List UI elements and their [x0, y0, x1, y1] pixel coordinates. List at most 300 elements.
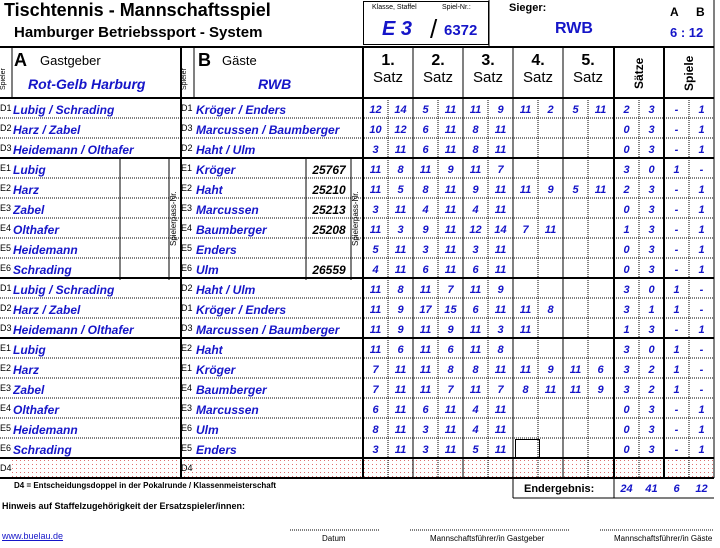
spiele-a[interactable]	[664, 460, 689, 480]
set-point[interactable]: 11	[469, 344, 482, 356]
set-point[interactable]	[538, 240, 563, 260]
pass-number-b[interactable]: 25213	[312, 203, 346, 217]
set-point[interactable]: 11	[369, 164, 382, 176]
set-point[interactable]: 14	[394, 104, 407, 116]
saetze-a[interactable]: 1	[623, 324, 630, 336]
player-b-name[interactable]: Marcussen / Baumberger	[196, 323, 340, 337]
spiele-b[interactable]: 1	[698, 404, 705, 416]
spiele-a[interactable]: 1	[673, 344, 680, 356]
saetze-a[interactable]: 3	[623, 344, 630, 356]
spiele-a[interactable]: -	[674, 224, 679, 236]
set-point[interactable]: 6	[472, 304, 479, 316]
team-a-name[interactable]: Rot-Gelb Harburg	[28, 76, 146, 92]
saetze-b[interactable]: 3	[648, 104, 655, 116]
set-point[interactable]: 11	[494, 364, 507, 376]
player-b-name[interactable]: Baumberger	[196, 383, 267, 397]
player-b-name[interactable]: Baumberger	[196, 223, 267, 237]
spiele-a[interactable]: -	[674, 264, 679, 276]
set-point[interactable]: 7	[522, 224, 529, 236]
spiele-b[interactable]: -	[699, 384, 704, 396]
set-point[interactable]	[513, 240, 538, 260]
spiele-a[interactable]: -	[674, 444, 679, 456]
set-point[interactable]: 8	[447, 364, 454, 376]
set-point[interactable]	[588, 120, 613, 140]
saetze-b[interactable]: 0	[648, 344, 655, 356]
set-point[interactable]: 11	[444, 144, 457, 156]
set-point[interactable]: 11	[369, 344, 382, 356]
saetze-a[interactable]	[614, 460, 639, 480]
set-point[interactable]: 3	[372, 204, 379, 216]
player-b-name[interactable]: Kröger / Enders	[196, 303, 287, 317]
spiele-b[interactable]: 1	[698, 444, 705, 456]
player-a-name[interactable]: Olthafer	[13, 223, 60, 237]
set-point[interactable]	[588, 320, 613, 340]
set-point[interactable]: 3	[422, 424, 429, 436]
set-point[interactable]: 9	[497, 104, 504, 116]
saetze-b[interactable]: 3	[648, 324, 655, 336]
set-point[interactable]: 4	[422, 204, 429, 216]
spiele-b[interactable]: -	[699, 344, 704, 356]
set-point[interactable]: 6	[597, 364, 604, 376]
set-point[interactable]	[413, 460, 438, 480]
spiele-b[interactable]: 1	[698, 324, 705, 336]
set-point[interactable]: 5	[422, 104, 429, 116]
pass-number-a[interactable]	[120, 200, 169, 220]
set-point[interactable]	[588, 160, 613, 180]
set-point[interactable]: 9	[397, 304, 404, 316]
set-point[interactable]: 11	[469, 384, 482, 396]
overall-score[interactable]: 6 : 12	[670, 25, 704, 40]
set-point[interactable]	[513, 460, 538, 480]
saetze-a[interactable]: 3	[623, 304, 630, 316]
set-point[interactable]	[513, 340, 538, 360]
set-point[interactable]: 11	[444, 104, 457, 116]
set-point[interactable]	[538, 140, 563, 160]
player-a-name[interactable]: Schrading	[13, 263, 72, 277]
set-point[interactable]: 7	[497, 164, 504, 176]
set-point[interactable]	[513, 280, 538, 300]
player-b-name[interactable]: Kröger	[196, 163, 236, 177]
set-point[interactable]	[563, 340, 588, 360]
set-point[interactable]: 8	[497, 344, 504, 356]
set-point[interactable]: 6	[422, 144, 429, 156]
set-point[interactable]	[563, 460, 588, 480]
set-point[interactable]: 6	[422, 404, 429, 416]
set-point[interactable]	[588, 140, 613, 160]
spiele-b[interactable]: 1	[698, 264, 705, 276]
player-a-name[interactable]: Olthafer	[13, 403, 60, 417]
saetze-b[interactable]: 3	[648, 404, 655, 416]
set-point[interactable]: 11	[469, 104, 482, 116]
set-point[interactable]: 11	[469, 164, 482, 176]
saetze-a[interactable]: 1	[623, 224, 630, 236]
set-point[interactable]	[563, 320, 588, 340]
set-point[interactable]: 8	[372, 424, 379, 436]
set-point[interactable]: 11	[494, 124, 507, 136]
player-b-name[interactable]: Marcussen	[196, 403, 259, 417]
player-a-name[interactable]	[13, 460, 179, 480]
set-point[interactable]: 9	[447, 324, 454, 336]
set-point[interactable]	[588, 220, 613, 240]
set-point[interactable]: 3	[372, 444, 379, 456]
set-point[interactable]	[588, 460, 613, 480]
set-point[interactable]: 9	[422, 224, 429, 236]
saetze-b[interactable]: 0	[648, 284, 655, 296]
set-point[interactable]	[563, 240, 588, 260]
spielnr-value[interactable]: 6372	[444, 22, 478, 39]
set-point[interactable]: 11	[494, 424, 507, 436]
player-b-name[interactable]: Enders	[196, 443, 237, 457]
set-point[interactable]: 11	[369, 284, 382, 296]
player-b-name[interactable]: Kröger	[196, 363, 236, 377]
set-point[interactable]: 3	[397, 224, 404, 236]
set-point[interactable]: 11	[494, 404, 507, 416]
spiele-a[interactable]: 1	[673, 304, 680, 316]
player-a-name[interactable]: Lubig	[13, 343, 46, 357]
set-point[interactable]	[438, 460, 463, 480]
set-point[interactable]	[538, 400, 563, 420]
set-point[interactable]: 3	[472, 244, 479, 256]
set-point[interactable]: 11	[394, 204, 407, 216]
saetze-a[interactable]: 3	[623, 164, 630, 176]
set-point[interactable]	[488, 460, 513, 480]
set-point[interactable]: 8	[472, 364, 479, 376]
set-point[interactable]	[563, 440, 588, 460]
spiele-b[interactable]: 1	[698, 424, 705, 436]
set-point[interactable]	[538, 440, 563, 460]
set-point[interactable]: 4	[372, 264, 379, 276]
set-point[interactable]: 15	[444, 304, 457, 316]
end-value[interactable]: 24	[620, 483, 633, 495]
saetze-a[interactable]: 0	[623, 424, 630, 436]
saetze-a[interactable]: 0	[623, 404, 630, 416]
spiele-b[interactable]: 1	[698, 104, 705, 116]
player-a-name[interactable]: Lubig	[13, 163, 46, 177]
set-point[interactable]: 11	[444, 184, 457, 196]
player-a-name[interactable]: Zabel	[13, 203, 45, 217]
set-point[interactable]: 2	[547, 104, 554, 116]
set-point[interactable]	[588, 280, 613, 300]
spiele-b[interactable]: 1	[698, 144, 705, 156]
spiele-b[interactable]: 1	[698, 184, 705, 196]
set-point[interactable]: 6	[372, 404, 379, 416]
spiele-a[interactable]: -	[674, 404, 679, 416]
set-point[interactable]: 3	[497, 324, 504, 336]
player-b-name[interactable]: Haht	[196, 343, 223, 357]
set-point[interactable]	[388, 460, 413, 480]
spiele-b[interactable]: 1	[698, 244, 705, 256]
set-point[interactable]: 11	[444, 264, 457, 276]
saetze-b[interactable]: 2	[648, 384, 655, 396]
player-b-name[interactable]: Marcussen / Baumberger	[196, 123, 340, 137]
player-a-name[interactable]: Heidemann / Olthafer	[13, 323, 134, 337]
saetze-a[interactable]: 0	[623, 444, 630, 456]
set-point[interactable]	[563, 220, 588, 240]
set-point[interactable]: 11	[419, 344, 432, 356]
set-point[interactable]	[538, 420, 563, 440]
set-point[interactable]	[538, 340, 563, 360]
set-point[interactable]: 11	[519, 304, 532, 316]
pass-number-b[interactable]: 25210	[312, 183, 346, 197]
pass-number-a[interactable]	[120, 180, 169, 200]
set-point[interactable]: 12	[469, 224, 482, 236]
player-b-name[interactable]: Haht / Ulm	[196, 143, 256, 157]
spiele-a[interactable]: 1	[673, 384, 680, 396]
set-point[interactable]	[513, 420, 538, 440]
set-point[interactable]: 11	[594, 184, 607, 196]
set-point[interactable]: 9	[497, 284, 504, 296]
player-a-name[interactable]: Lubig / Schrading	[13, 283, 115, 297]
spiele-a[interactable]: 1	[673, 364, 680, 376]
set-point[interactable]: 6	[422, 264, 429, 276]
player-b-name[interactable]: Kröger / Enders	[196, 103, 287, 117]
set-point[interactable]: 11	[494, 444, 507, 456]
player-b-name[interactable]: Ulm	[196, 423, 219, 437]
set-point[interactable]	[513, 200, 538, 220]
set-point[interactable]: 8	[397, 164, 404, 176]
set-point[interactable]: 4	[472, 424, 479, 436]
set-point[interactable]: 8	[422, 184, 429, 196]
set-point[interactable]: 11	[394, 444, 407, 456]
set-point[interactable]	[538, 460, 563, 480]
set-point[interactable]: 14	[494, 224, 507, 236]
set-point[interactable]	[588, 400, 613, 420]
set-point[interactable]	[563, 300, 588, 320]
set-point[interactable]: 10	[369, 124, 382, 136]
set-point[interactable]: 8	[397, 284, 404, 296]
set-point[interactable]: 8	[472, 124, 479, 136]
set-point[interactable]: 7	[372, 384, 379, 396]
saetze-a[interactable]: 0	[623, 244, 630, 256]
set-point[interactable]: 11	[544, 384, 557, 396]
set-point[interactable]: 6	[472, 264, 479, 276]
set-point[interactable]	[563, 260, 588, 280]
saetze-b[interactable]: 3	[648, 204, 655, 216]
spiele-a[interactable]: -	[674, 324, 679, 336]
set-point[interactable]	[588, 340, 613, 360]
saetze-b[interactable]: 2	[648, 364, 655, 376]
pass-number-a[interactable]	[120, 240, 169, 260]
set-point[interactable]: 8	[522, 384, 529, 396]
pass-number-b[interactable]: 25767	[312, 163, 346, 177]
sieger-value[interactable]: RWB	[555, 20, 593, 37]
set-point[interactable]: 6	[447, 344, 454, 356]
player-b-name[interactable]: Enders	[196, 243, 237, 257]
set-point[interactable]	[513, 140, 538, 160]
saetze-b[interactable]	[639, 460, 664, 480]
set-point[interactable]: 11	[394, 264, 407, 276]
saetze-a[interactable]: 3	[623, 364, 630, 376]
set-point[interactable]: 11	[444, 204, 457, 216]
set-point[interactable]: 11	[369, 224, 382, 236]
saetze-a[interactable]: 0	[623, 144, 630, 156]
spiele-a[interactable]: -	[674, 104, 679, 116]
pass-number-b[interactable]: 25208	[312, 223, 346, 237]
saetze-a[interactable]: 3	[623, 284, 630, 296]
saetze-b[interactable]: 3	[648, 424, 655, 436]
set-point[interactable]	[538, 120, 563, 140]
set-point[interactable]: 11	[369, 184, 382, 196]
player-b-name[interactable]: Haht / Ulm	[196, 283, 256, 297]
set-point[interactable]: 5	[572, 104, 579, 116]
set-point[interactable]	[588, 260, 613, 280]
saetze-b[interactable]: 3	[648, 144, 655, 156]
spiele-a[interactable]: -	[674, 424, 679, 436]
set-point[interactable]	[563, 280, 588, 300]
set-point[interactable]: 11	[494, 264, 507, 276]
set-point[interactable]: 11	[369, 304, 382, 316]
saetze-b[interactable]: 3	[648, 444, 655, 456]
set-point[interactable]: 6	[422, 124, 429, 136]
set-point[interactable]: 4	[472, 204, 479, 216]
set-point[interactable]	[538, 260, 563, 280]
pass-number-a[interactable]	[120, 160, 169, 180]
saetze-a[interactable]: 3	[623, 384, 630, 396]
set-point[interactable]	[513, 400, 538, 420]
set-point[interactable]: 5	[572, 184, 579, 196]
end-value[interactable]: 6	[673, 483, 680, 495]
set-point[interactable]: 7	[372, 364, 379, 376]
saetze-a[interactable]: 0	[623, 264, 630, 276]
spiele-a[interactable]: -	[674, 144, 679, 156]
active-cell-cursor[interactable]	[515, 439, 540, 459]
pass-number-a[interactable]	[120, 260, 169, 280]
set-point[interactable]: 11	[469, 284, 482, 296]
set-point[interactable]	[463, 460, 488, 480]
set-point[interactable]: 11	[444, 124, 457, 136]
set-point[interactable]	[563, 200, 588, 220]
set-point[interactable]	[538, 160, 563, 180]
player-a-name[interactable]: Harz / Zabel	[13, 123, 81, 137]
spiele-b[interactable]: 1	[698, 124, 705, 136]
spiele-a[interactable]: -	[674, 204, 679, 216]
player-a-name[interactable]: Lubig / Schrading	[13, 103, 115, 117]
set-point[interactable]: 9	[547, 184, 554, 196]
spiele-a[interactable]: 1	[673, 284, 680, 296]
set-point[interactable]: 11	[369, 324, 382, 336]
set-point[interactable]: 17	[419, 304, 432, 316]
spiele-a[interactable]: 1	[673, 164, 680, 176]
set-point[interactable]	[588, 440, 613, 460]
set-point[interactable]: 11	[444, 424, 457, 436]
set-point[interactable]: 11	[419, 164, 432, 176]
spiele-b[interactable]: -	[699, 284, 704, 296]
player-a-name[interactable]: Harz	[13, 363, 40, 377]
set-point[interactable]: 11	[519, 104, 532, 116]
player-b-name[interactable]: Ulm	[196, 263, 219, 277]
player-b-name[interactable]: Haht	[196, 183, 223, 197]
buelau-link[interactable]: www.buelau.de	[2, 531, 64, 541]
set-point[interactable]: 11	[594, 104, 607, 116]
spiele-b[interactable]: 1	[698, 204, 705, 216]
saetze-a[interactable]: 2	[623, 104, 630, 116]
spiele-b[interactable]: 1	[698, 224, 705, 236]
set-point[interactable]	[588, 420, 613, 440]
set-point[interactable]: 11	[394, 364, 407, 376]
set-point[interactable]: 11	[419, 284, 432, 296]
spiele-b[interactable]	[689, 460, 714, 480]
set-point[interactable]: 9	[447, 164, 454, 176]
set-point[interactable]: 9	[472, 184, 479, 196]
team-b-name[interactable]: RWB	[258, 76, 292, 92]
spiele-a[interactable]: -	[674, 184, 679, 196]
set-point[interactable]: 11	[569, 384, 582, 396]
set-point[interactable]: 7	[447, 384, 454, 396]
set-point[interactable]: 5	[397, 184, 404, 196]
set-point[interactable]: 9	[397, 324, 404, 336]
set-point[interactable]: 3	[422, 444, 429, 456]
saetze-b[interactable]: 3	[648, 224, 655, 236]
spiele-b[interactable]: -	[699, 164, 704, 176]
spiele-a[interactable]: -	[674, 244, 679, 256]
set-point[interactable]	[538, 200, 563, 220]
player-a-name[interactable]: Heidemann	[13, 243, 78, 257]
player-a-name[interactable]: Zabel	[13, 383, 45, 397]
set-point[interactable]	[563, 160, 588, 180]
saetze-b[interactable]: 0	[648, 164, 655, 176]
spiele-a[interactable]: -	[674, 124, 679, 136]
set-point[interactable]: 11	[419, 384, 432, 396]
set-point[interactable]: 12	[394, 124, 407, 136]
set-point[interactable]	[513, 160, 538, 180]
set-point[interactable]: 11	[444, 404, 457, 416]
player-b-name[interactable]: Marcussen	[196, 203, 259, 217]
player-a-name[interactable]: Schrading	[13, 443, 72, 457]
spiele-b[interactable]: -	[699, 364, 704, 376]
set-point[interactable]: 11	[394, 244, 407, 256]
set-point[interactable]	[363, 460, 388, 480]
set-point[interactable]: 11	[444, 224, 457, 236]
set-point[interactable]: 11	[519, 324, 532, 336]
set-point[interactable]: 5	[372, 244, 379, 256]
set-point[interactable]: 9	[597, 384, 604, 396]
player-a-name[interactable]: Harz / Zabel	[13, 303, 81, 317]
set-point[interactable]: 11	[444, 244, 457, 256]
set-point[interactable]: 11	[444, 444, 457, 456]
player-a-name[interactable]: Heidemann / Olthafer	[13, 143, 134, 157]
set-point[interactable]: 11	[394, 424, 407, 436]
set-point[interactable]	[563, 420, 588, 440]
saetze-b[interactable]: 1	[648, 304, 655, 316]
set-point[interactable]: 9	[547, 364, 554, 376]
set-point[interactable]	[513, 260, 538, 280]
set-point[interactable]	[513, 120, 538, 140]
set-point[interactable]: 11	[519, 184, 532, 196]
player-a-name[interactable]: Heidemann	[13, 423, 78, 437]
saetze-b[interactable]: 3	[648, 244, 655, 256]
end-value[interactable]: 41	[645, 483, 658, 495]
set-point[interactable]	[588, 300, 613, 320]
set-point[interactable]: 3	[372, 144, 379, 156]
player-b-name[interactable]	[196, 460, 362, 480]
set-point[interactable]: 11	[494, 244, 507, 256]
set-point[interactable]: 11	[419, 364, 432, 376]
pass-number-b[interactable]	[306, 240, 352, 260]
saetze-b[interactable]: 3	[648, 264, 655, 276]
set-point[interactable]	[563, 140, 588, 160]
set-point[interactable]	[538, 320, 563, 340]
saetze-a[interactable]: 0	[623, 124, 630, 136]
pass-number-a[interactable]	[120, 220, 169, 240]
set-point[interactable]: 11	[494, 304, 507, 316]
set-point[interactable]	[563, 400, 588, 420]
set-point[interactable]: 7	[447, 284, 454, 296]
player-a-name[interactable]: Harz	[13, 183, 40, 197]
spiele-b[interactable]: -	[699, 304, 704, 316]
set-point[interactable]: 3	[422, 244, 429, 256]
saetze-a[interactable]: 0	[623, 204, 630, 216]
set-point[interactable]: 11	[544, 224, 557, 236]
